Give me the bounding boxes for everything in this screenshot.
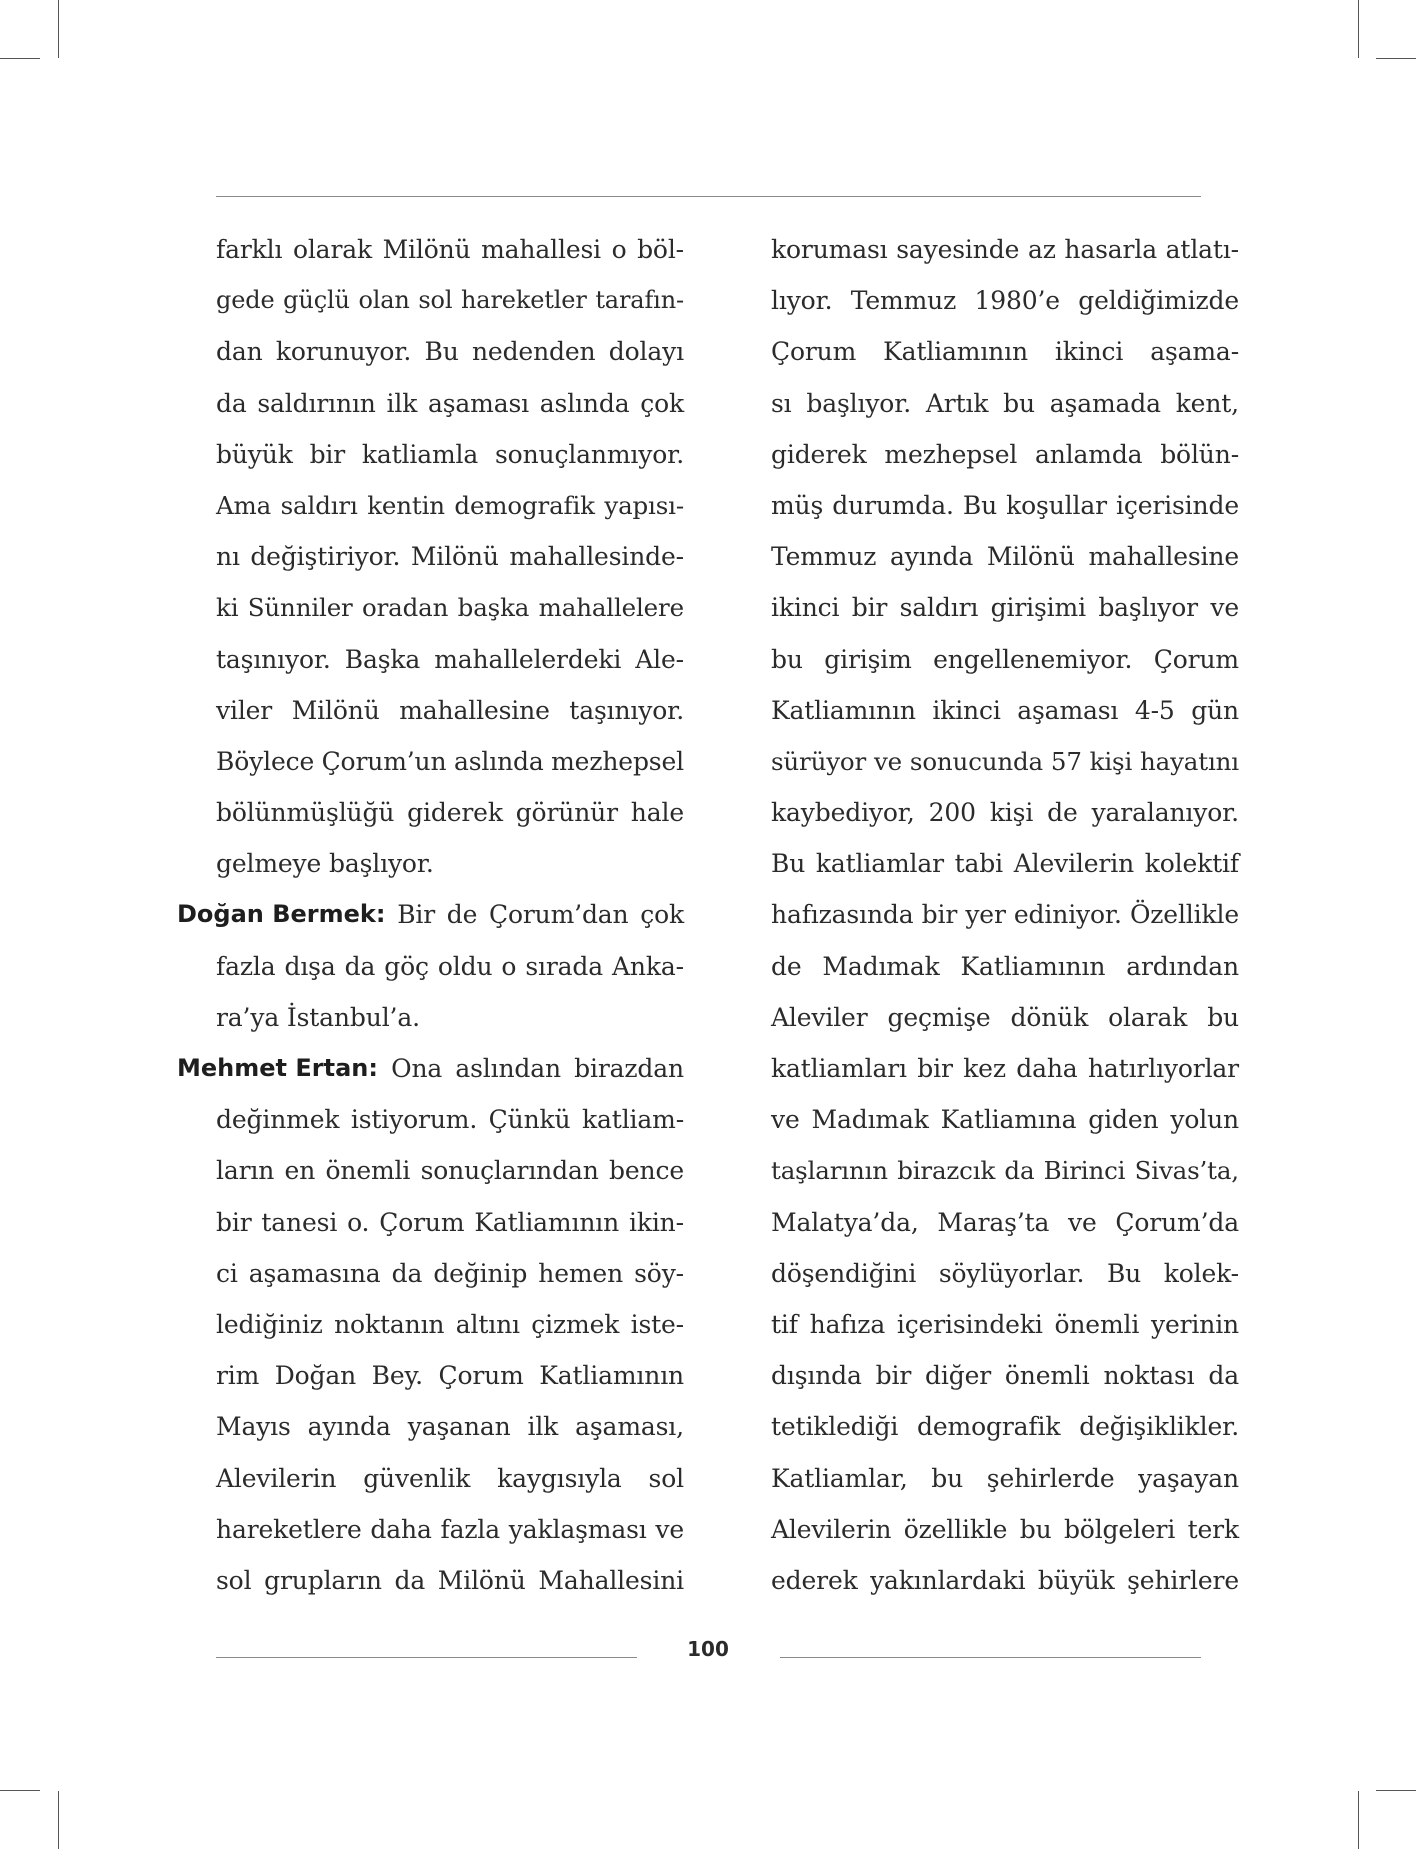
page-number: 100 (687, 1637, 729, 1661)
text-line: bu girişim engellenemiyor. Çorum (771, 644, 1239, 674)
speaker-name: Mehmet Ertan: (177, 1054, 378, 1082)
line-text: ra’ya İstanbul’a. (216, 1002, 420, 1032)
text-line: ki Sünniler oradan başka mahallelere (216, 593, 684, 623)
text-line: hareketlere daha fazla yaklaşması ve (216, 1514, 684, 1544)
text-line: müş durumda. Bu koşullar içerisinde (771, 490, 1239, 520)
text-line: dışında bir diğer önemli noktası da (771, 1361, 1239, 1391)
text-line: Katliamlar, bu şehirlerde yaşayan (771, 1463, 1239, 1493)
crop-mark (58, 0, 59, 58)
text-line: büyük bir katliamla sonuçlanmıyor. (216, 439, 684, 469)
footer-rule-right (780, 1657, 1201, 1658)
text-line: giderek mezhepsel anlamda bölün- (771, 439, 1239, 469)
text-line: farklı olarak Milönü mahallesi o böl- (216, 235, 684, 264)
text-line: koruması sayesinde az hasarla atlatı- (771, 235, 1239, 264)
text-line: kaybediyor, 200 kişi de yaralanıyor. (771, 798, 1239, 828)
right-column (771, 224, 1239, 1606)
text-line: nı değiştiriyor. Milönü mahallesinde- (216, 542, 684, 572)
left-column (177, 224, 684, 1606)
text-line: Ama saldırı kentin demografik yapısı- (216, 490, 684, 520)
text-line: Bu katliamlar tabi Alevilerin kolektif (771, 849, 1239, 879)
text-line: Böylece Çorum’un aslında mezhepsel (216, 746, 684, 776)
text-line: sı başlıyor. Artık bu aşamada kent, (771, 388, 1239, 418)
text-line: fazla dışa da göç oldu o sırada Anka- (216, 951, 684, 981)
text-line: dan korunuyor. Bu nedenden dolayı (216, 337, 684, 367)
crop-mark (1358, 1791, 1359, 1849)
text-line: taşlarının birazcık da Birinci Sivas’ta, (771, 1156, 1239, 1186)
text-line: rim Doğan Bey. Çorum Katliamının (216, 1361, 684, 1391)
text-line: sürüyor ve sonucunda 57 kişi hayatını (771, 746, 1239, 776)
text-line: lediğiniz noktanın altını çizmek iste- (216, 1309, 684, 1339)
speaker-name: Doğan Bermek: (177, 900, 386, 929)
text-line: Mehmet Ertan: Ona aslından birazdan (177, 1043, 684, 1094)
text-line: katliamları bir kez daha hatırlıyorlar (771, 1054, 1239, 1083)
text-line: sol grupların da Milönü Mahallesini (216, 1565, 684, 1595)
text-line: tetiklediği demografik değişiklikler. (771, 1412, 1239, 1442)
text-line: taşınıyor. Başka mahallelerdeki Ale- (216, 644, 684, 674)
text-line: Çorum Katliamının ikinci aşama- (771, 337, 1239, 367)
text-line: ve Madımak Katliamına giden yolun (771, 1105, 1239, 1135)
crop-mark (0, 58, 40, 59)
line-text: gelmeye başlıyor. (216, 849, 434, 879)
text-line: Doğan Bermek: Bir de Çorum’dan çok (177, 889, 684, 940)
crop-mark (1376, 58, 1416, 59)
text-line: gede güçlü olan sol hareketler tarafın- (216, 286, 684, 315)
text-line: lıyor. Temmuz 1980’e geldiğimizde (771, 286, 1239, 316)
text-line: bir tanesi o. Çorum Katliamının ikin- (216, 1207, 684, 1237)
text-line: değinmek istiyorum. Çünkü katliam- (216, 1105, 684, 1135)
text-line: döşendiğini söylüyorlar. Bu kolek- (771, 1258, 1239, 1288)
crop-mark (58, 1791, 59, 1849)
text-line: Alevilerin özellikle bu bölgeleri terk (771, 1514, 1239, 1544)
text-line: hafızasında bir yer ediniyor. Özellikle (771, 900, 1239, 930)
header-rule (216, 196, 1201, 197)
text-line: Mayıs ayında yaşanan ilk aşaması, (216, 1412, 684, 1442)
text-line: Katliamının ikinci aşaması 4-5 gün (771, 695, 1239, 725)
text-line (216, 992, 684, 1043)
text-line: Temmuz ayında Milönü mahallesine (771, 542, 1239, 572)
text-line: de Madımak Katliamının ardından (771, 951, 1239, 981)
crop-mark (1376, 1790, 1416, 1791)
text-line: da saldırının ilk aşaması aslında çok (216, 388, 684, 418)
text-line: bölünmüşlüğü giderek görünür hale (216, 798, 684, 828)
text-line: Alevilerin güvenlik kaygısıyla sol (216, 1463, 684, 1493)
text-line: ci aşamasına da değinip hemen söy- (216, 1258, 684, 1288)
text-line: ların en önemli sonuçlarından bence (216, 1156, 684, 1186)
text-line: Aleviler geçmişe dönük olarak bu (771, 1002, 1239, 1032)
footer-rule-left (216, 1657, 637, 1658)
text-line: Malatya’da, Maraş’ta ve Çorum’da (771, 1207, 1239, 1237)
crop-mark (1358, 0, 1359, 58)
text-line: ederek yakınlardaki büyük şehirlere (771, 1565, 1239, 1595)
text-line: ikinci bir saldırı girişimi başlıyor ve (771, 593, 1239, 623)
text-line: tif hafıza içerisindeki önemli yerinin (771, 1309, 1239, 1339)
crop-mark (0, 1790, 40, 1791)
text-line: viler Milönü mahallesine taşınıyor. (216, 695, 684, 725)
text-line (216, 838, 684, 889)
